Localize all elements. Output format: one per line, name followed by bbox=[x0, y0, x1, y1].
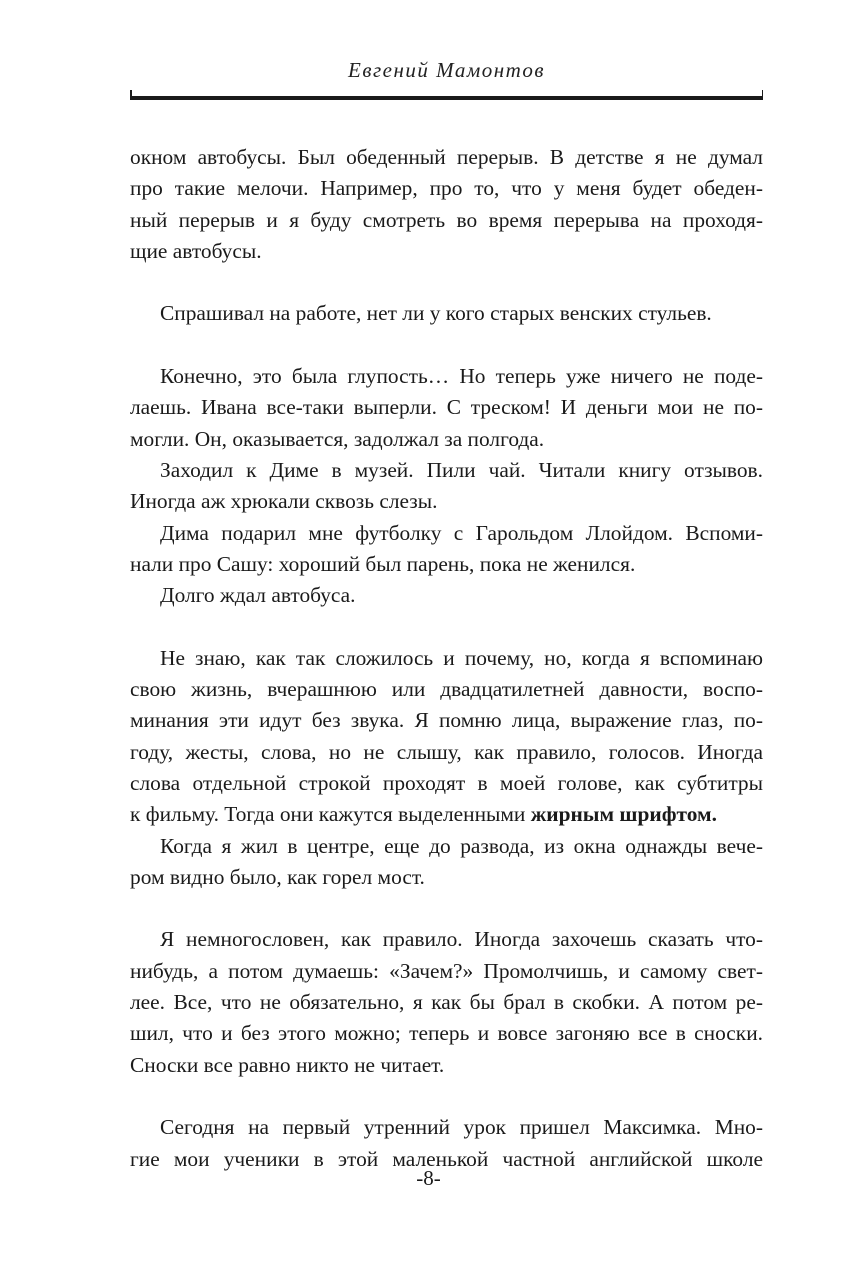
text-line: Сноски все равно никто не читает. bbox=[130, 1052, 445, 1077]
text-line: свою жизнь, вчерашнюю или двадцатилетней давности, воспо- bbox=[130, 677, 763, 702]
text-line: Конечно, это была глупость… Но теперь уже ничего не поде- bbox=[160, 364, 763, 389]
header-rule bbox=[130, 96, 763, 100]
paragraph-gap bbox=[130, 1081, 763, 1112]
text-line: лаешь. Ивана все-таки выперли. С треском! И деньги мои не по- bbox=[130, 395, 763, 420]
paragraph-gap bbox=[130, 330, 763, 361]
text-line: щие автобусы. bbox=[130, 238, 262, 263]
text-line: ный перерыв и я буду смотреть во время перерыва на проходя- bbox=[130, 207, 763, 232]
running-head-author: Евгений Мамонтов bbox=[348, 58, 545, 82]
text-line: нали про Сашу: хороший был парень, пока не женился. bbox=[130, 551, 636, 576]
text-run: к фильму. Тогда они кажутся выделенными bbox=[130, 802, 531, 827]
text-line: Я немногословен, как правило. Иногда захочешь сказать что- bbox=[160, 927, 763, 952]
text-line: Иногда аж хрюкали сквозь слезы. bbox=[130, 489, 438, 514]
paragraph-gap bbox=[130, 611, 763, 642]
body-text bbox=[130, 142, 763, 1175]
text-line: Долго ждал автобуса. bbox=[160, 583, 356, 608]
text-line: Заходил к Диме в музей. Пили чай. Читали книгу отзывов. bbox=[160, 457, 763, 482]
text-line: ром видно было, как горел мост. bbox=[130, 864, 425, 889]
text-line: шил, что и без этого можно; теперь и вовсе загоняю все в сноски. bbox=[130, 1021, 763, 1046]
paragraph-gap bbox=[130, 893, 763, 924]
text-line bbox=[130, 799, 763, 830]
text-line: Дима подарил мне футболку с Гарольдом Ллойдом. Вспоми- bbox=[160, 520, 763, 545]
text-line: Не знаю, как так сложилось и почему, но, когда я вспоминаю bbox=[160, 645, 763, 670]
text-line: Когда я жил в центре, еще до развода, из окна однажды вече- bbox=[160, 833, 763, 858]
bold-text-run: жирным шрифтом. bbox=[530, 802, 717, 827]
text-line: году, жесты, слова, но не слышу, как правило, голосов. Иногда bbox=[130, 739, 763, 764]
text-line: про такие мелочи. Например, про то, что у меня будет обеден- bbox=[130, 176, 763, 201]
text-line: лее. Все, что не обязательно, я как бы брал в скобки. А потом ре- bbox=[130, 990, 763, 1015]
text-line: Спрашивал на работе, нет ли у кого старых венских стульев. bbox=[160, 301, 712, 326]
text-line: Сегодня на первый утренний урок пришел Максимка. Мно- bbox=[160, 1115, 763, 1140]
text-line: гие мои ученики в этой маленькой частной английской школе bbox=[130, 1146, 763, 1171]
page-number: -8- bbox=[416, 1166, 441, 1190]
text-line: окном автобусы. Был обеденный перерыв. В детстве я не думал bbox=[130, 145, 763, 169]
paragraph-gap bbox=[130, 267, 763, 298]
text-line: минания эти идут без звука. Я помню лица, выражение глаз, по- bbox=[130, 708, 763, 733]
text-line: нибудь, а потом думаешь: «Зачем?» Промолчишь, и самому свет- bbox=[130, 958, 763, 983]
text-line: слова отдельной строкой проходят в моей голове, как субтитры bbox=[130, 770, 763, 795]
text-line: могли. Он, оказывается, задолжал за полгода. bbox=[130, 426, 545, 451]
